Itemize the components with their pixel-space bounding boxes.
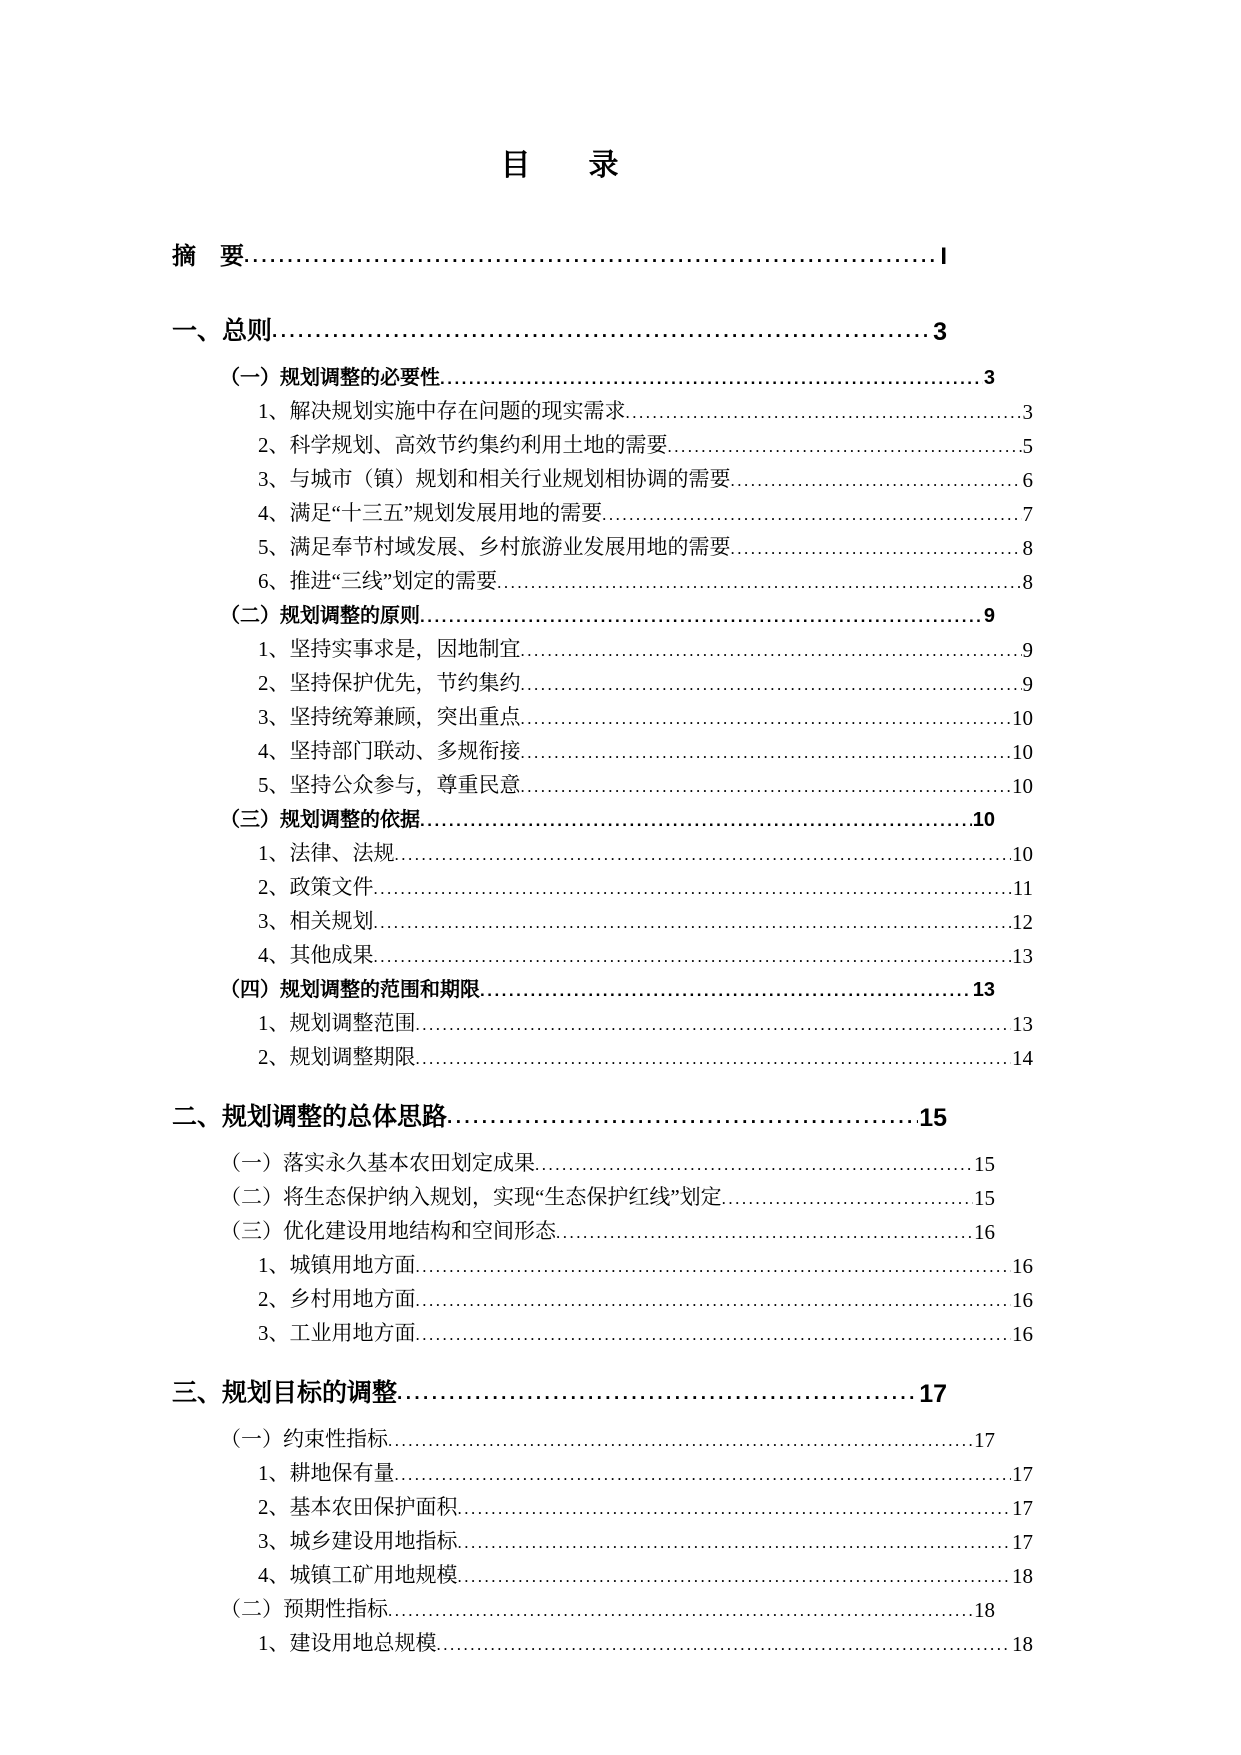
toc-entry[interactable] xyxy=(172,1491,1033,1521)
toc-entry-label: 1、坚持实事求是，因地制宜 xyxy=(258,637,521,661)
toc-leader-dots xyxy=(416,1258,1012,1279)
toc-entry[interactable] xyxy=(172,1097,947,1133)
toc-entry-label: 2、科学规划、高效节约集约利用土地的需要 xyxy=(258,433,668,457)
toc-entry-page-number: 9 xyxy=(1022,638,1033,662)
toc-leader-dots xyxy=(731,472,1022,493)
toc-leader-dots xyxy=(388,1602,973,1623)
toc-entry[interactable] xyxy=(172,236,947,271)
toc-leader-dots xyxy=(480,982,972,1002)
toc-entry-page-number: 16 xyxy=(1012,1254,1033,1278)
toc-entry-page-number: 16 xyxy=(1012,1322,1033,1346)
toc-entry-label: （二）规划调整的原则 xyxy=(220,605,420,627)
toc-entry-label: 1、解决规划实施中存在问题的现实需求 xyxy=(258,399,626,423)
toc-entry-page-number: 13 xyxy=(1012,944,1033,968)
toc-entry[interactable] xyxy=(172,735,1033,765)
toc-leader-dots xyxy=(416,1050,1012,1071)
toc-entry[interactable] xyxy=(172,565,1033,595)
toc-leader-dots xyxy=(521,744,1012,765)
toc-leader-dots xyxy=(668,438,1022,459)
toc-entry-label: 2、乡村用地方面 xyxy=(258,1287,416,1311)
toc-leader-dots xyxy=(731,540,1022,561)
toc-entry-page-number: 9 xyxy=(983,605,995,627)
toc-entry-label: 4、其他成果 xyxy=(258,943,374,967)
toc-leader-dots xyxy=(416,1292,1012,1313)
toc-entry-page-number: 11 xyxy=(1012,876,1033,900)
toc-entry[interactable] xyxy=(172,1147,995,1177)
toc-entry[interactable] xyxy=(172,1041,1033,1071)
toc-entry-page-number: 3 xyxy=(983,367,995,389)
toc-entry[interactable] xyxy=(172,599,995,628)
toc-entry-label: 1、法律、法规 xyxy=(258,841,395,865)
toc-entry-page-number: 8 xyxy=(1022,536,1033,560)
toc-leader-dots xyxy=(458,1500,1012,1521)
toc-entry[interactable] xyxy=(172,633,1033,663)
toc-entry-label: 2、政策文件 xyxy=(258,875,374,899)
toc-entry[interactable] xyxy=(172,701,1033,731)
toc-entry[interactable] xyxy=(172,1373,947,1409)
toc-entry-label: 1、规划调整范围 xyxy=(258,1011,416,1035)
toc-entry[interactable] xyxy=(172,667,1033,697)
toc-entry[interactable] xyxy=(172,1317,1033,1347)
toc-entry[interactable] xyxy=(172,837,1033,867)
toc-entry-page-number: I xyxy=(940,243,947,270)
toc-entry-page-number: 13 xyxy=(1012,1012,1033,1036)
toc-entry-label: （三）优化建设用地结构和空间形态 xyxy=(220,1219,556,1243)
toc-entry-label: 4、坚持部门联动、多规衔接 xyxy=(258,739,521,763)
toc-entry-page-number: 10 xyxy=(972,809,995,831)
toc-entry-page-number: 16 xyxy=(1012,1288,1033,1312)
toc-entry-page-number: 3 xyxy=(933,318,947,346)
toc-leader-dots xyxy=(497,574,1021,595)
toc-entry-page-number: 3 xyxy=(1022,400,1033,424)
toc-entry-label: 2、基本农田保护面积 xyxy=(258,1495,458,1519)
toc-leader-dots xyxy=(244,247,939,271)
toc-entry-page-number: 12 xyxy=(1012,910,1033,934)
toc-entry[interactable] xyxy=(172,395,1033,425)
toc-entry-page-number: 17 xyxy=(974,1428,995,1452)
page-title: 目 录 xyxy=(500,149,633,182)
toc-entry-page-number: 13 xyxy=(972,979,995,1001)
toc-entry-page-number: 15 xyxy=(974,1186,995,1210)
toc-entry[interactable] xyxy=(172,1593,995,1623)
toc-entry-page-number: 18 xyxy=(974,1598,995,1622)
toc-entry[interactable] xyxy=(172,1457,1033,1487)
toc-entry-label: 3、坚持统筹兼顾，突出重点 xyxy=(258,705,521,729)
toc-leader-dots xyxy=(395,846,1012,867)
toc-entry[interactable] xyxy=(172,311,947,347)
toc-leader-dots xyxy=(521,676,1022,697)
toc-leader-dots xyxy=(374,880,1012,901)
toc-entry[interactable] xyxy=(172,429,1033,459)
toc-leader-dots xyxy=(458,1534,1012,1555)
toc-content xyxy=(172,140,1033,1661)
toc-leader-dots xyxy=(521,778,1012,799)
toc-entry-page-number: 8 xyxy=(1022,570,1033,594)
toc-entry[interactable] xyxy=(172,497,1033,527)
toc-entry-label: （四）规划调整的范围和期限 xyxy=(220,979,480,1001)
toc-entry-page-number: 14 xyxy=(1012,1046,1033,1070)
table-of-contents xyxy=(172,236,1033,1657)
toc-leader-dots xyxy=(416,1016,1012,1037)
toc-entry[interactable] xyxy=(172,361,995,390)
toc-entry-label: 3、与城市（镇）规划和相关行业规划相协调的需要 xyxy=(258,467,731,491)
toc-entry-label: 1、耕地保有量 xyxy=(258,1461,395,1485)
toc-entry[interactable] xyxy=(172,769,1033,799)
toc-entry-label: 4、城镇工矿用地规模 xyxy=(258,1563,458,1587)
toc-entry[interactable] xyxy=(172,531,1033,561)
toc-entry-label: 二、规划调整的总体思路 xyxy=(172,1103,448,1131)
toc-entry-page-number: 17 xyxy=(919,1380,947,1408)
toc-entry-label: （一）落实永久基本农田划定成果 xyxy=(220,1151,535,1175)
toc-leader-dots xyxy=(420,608,983,628)
toc-entry-label: 3、工业用地方面 xyxy=(258,1321,416,1345)
toc-entry-page-number: 17 xyxy=(1012,1462,1033,1486)
toc-leader-dots xyxy=(272,322,932,347)
toc-entry-label: 摘 要 xyxy=(172,243,244,270)
toc-entry[interactable] xyxy=(172,1249,1033,1279)
toc-entry-label: 2、坚持保护优先，节约集约 xyxy=(258,671,521,695)
toc-leader-dots xyxy=(521,642,1022,663)
toc-leader-dots xyxy=(458,1568,1012,1589)
toc-entry-page-number: 9 xyxy=(1022,672,1033,696)
toc-leader-dots xyxy=(437,1636,1012,1657)
toc-entry[interactable] xyxy=(172,1007,1033,1037)
toc-entry-label: （三）规划调整的依据 xyxy=(220,809,420,831)
toc-entry-page-number: 10 xyxy=(1012,774,1033,798)
toc-entry[interactable] xyxy=(172,1559,1033,1589)
toc-entry-page-number: 6 xyxy=(1022,468,1033,492)
toc-entry-label: 一、总则 xyxy=(172,317,273,345)
toc-leader-dots xyxy=(626,404,1022,425)
toc-entry-label: 4、满足“十三五”规划发展用地的需要 xyxy=(258,501,603,525)
toc-leader-dots xyxy=(535,1156,973,1177)
toc-leader-dots xyxy=(447,1108,918,1133)
toc-entry-page-number: 10 xyxy=(1012,706,1033,730)
toc-entry-label: 3、城乡建设用地指标 xyxy=(258,1529,458,1553)
toc-entry-page-number: 15 xyxy=(919,1104,947,1132)
toc-entry-page-number: 10 xyxy=(1012,842,1033,866)
toc-entry[interactable] xyxy=(172,973,995,1002)
toc-leader-dots xyxy=(397,1384,918,1409)
toc-entry-page-number: 10 xyxy=(1012,740,1033,764)
toc-entry-label: 1、城镇用地方面 xyxy=(258,1253,416,1277)
toc-leader-dots xyxy=(722,1190,973,1211)
toc-entry[interactable] xyxy=(172,871,1033,901)
toc-leader-dots xyxy=(374,914,1012,935)
toc-entry-label: 1、建设用地总规模 xyxy=(258,1631,437,1655)
toc-entry-page-number: 15 xyxy=(974,1152,995,1176)
toc-entry-label: 3、相关规划 xyxy=(258,909,374,933)
toc-entry[interactable] xyxy=(172,939,1033,969)
toc-leader-dots xyxy=(556,1224,973,1245)
toc-leader-dots xyxy=(602,506,1021,527)
toc-entry-label: （一）规划调整的必要性 xyxy=(220,367,440,389)
toc-leader-dots xyxy=(374,948,1012,969)
toc-leader-dots xyxy=(521,710,1012,731)
toc-leader-dots xyxy=(416,1326,1012,1347)
toc-entry-page-number: 18 xyxy=(1012,1564,1033,1588)
toc-entry[interactable] xyxy=(172,1423,995,1453)
toc-entry-label: 6、推进“三线”划定的需要 xyxy=(258,569,498,593)
toc-entry[interactable] xyxy=(172,905,1033,935)
toc-leader-dots xyxy=(388,1432,973,1453)
toc-entry-label: （一）约束性指标 xyxy=(220,1427,388,1451)
toc-entry-page-number: 16 xyxy=(974,1220,995,1244)
toc-entry-label: 三、规划目标的调整 xyxy=(172,1379,398,1407)
toc-leader-dots xyxy=(395,1466,1012,1487)
toc-entry-label: 2、规划调整期限 xyxy=(258,1045,416,1069)
toc-entry-label: （二）预期性指标 xyxy=(220,1597,388,1621)
toc-entry[interactable] xyxy=(172,1181,995,1211)
toc-entry-page-number: 17 xyxy=(1012,1530,1033,1554)
toc-entry[interactable] xyxy=(172,463,1033,493)
toc-entry[interactable] xyxy=(172,1283,1033,1313)
toc-entry-label: 5、满足奉节村域发展、乡村旅游业发展用地的需要 xyxy=(258,535,731,559)
toc-entry[interactable] xyxy=(172,1627,1033,1657)
toc-entry-page-number: 5 xyxy=(1022,434,1033,458)
toc-entry[interactable] xyxy=(172,1215,995,1245)
toc-entry-label: （二）将生态保护纳入规划，实现“生态保护红线”划定 xyxy=(220,1185,722,1209)
toc-entry-page-number: 7 xyxy=(1022,502,1033,526)
toc-entry-label: 5、坚持公众参与，尊重民意 xyxy=(258,773,521,797)
toc-leader-dots xyxy=(440,370,983,390)
toc-entry[interactable] xyxy=(172,803,995,832)
toc-leader-dots xyxy=(420,812,972,832)
toc-entry[interactable] xyxy=(172,1525,1033,1555)
toc-entry-page-number: 17 xyxy=(1012,1496,1033,1520)
toc-entry-page-number: 18 xyxy=(1012,1632,1033,1656)
